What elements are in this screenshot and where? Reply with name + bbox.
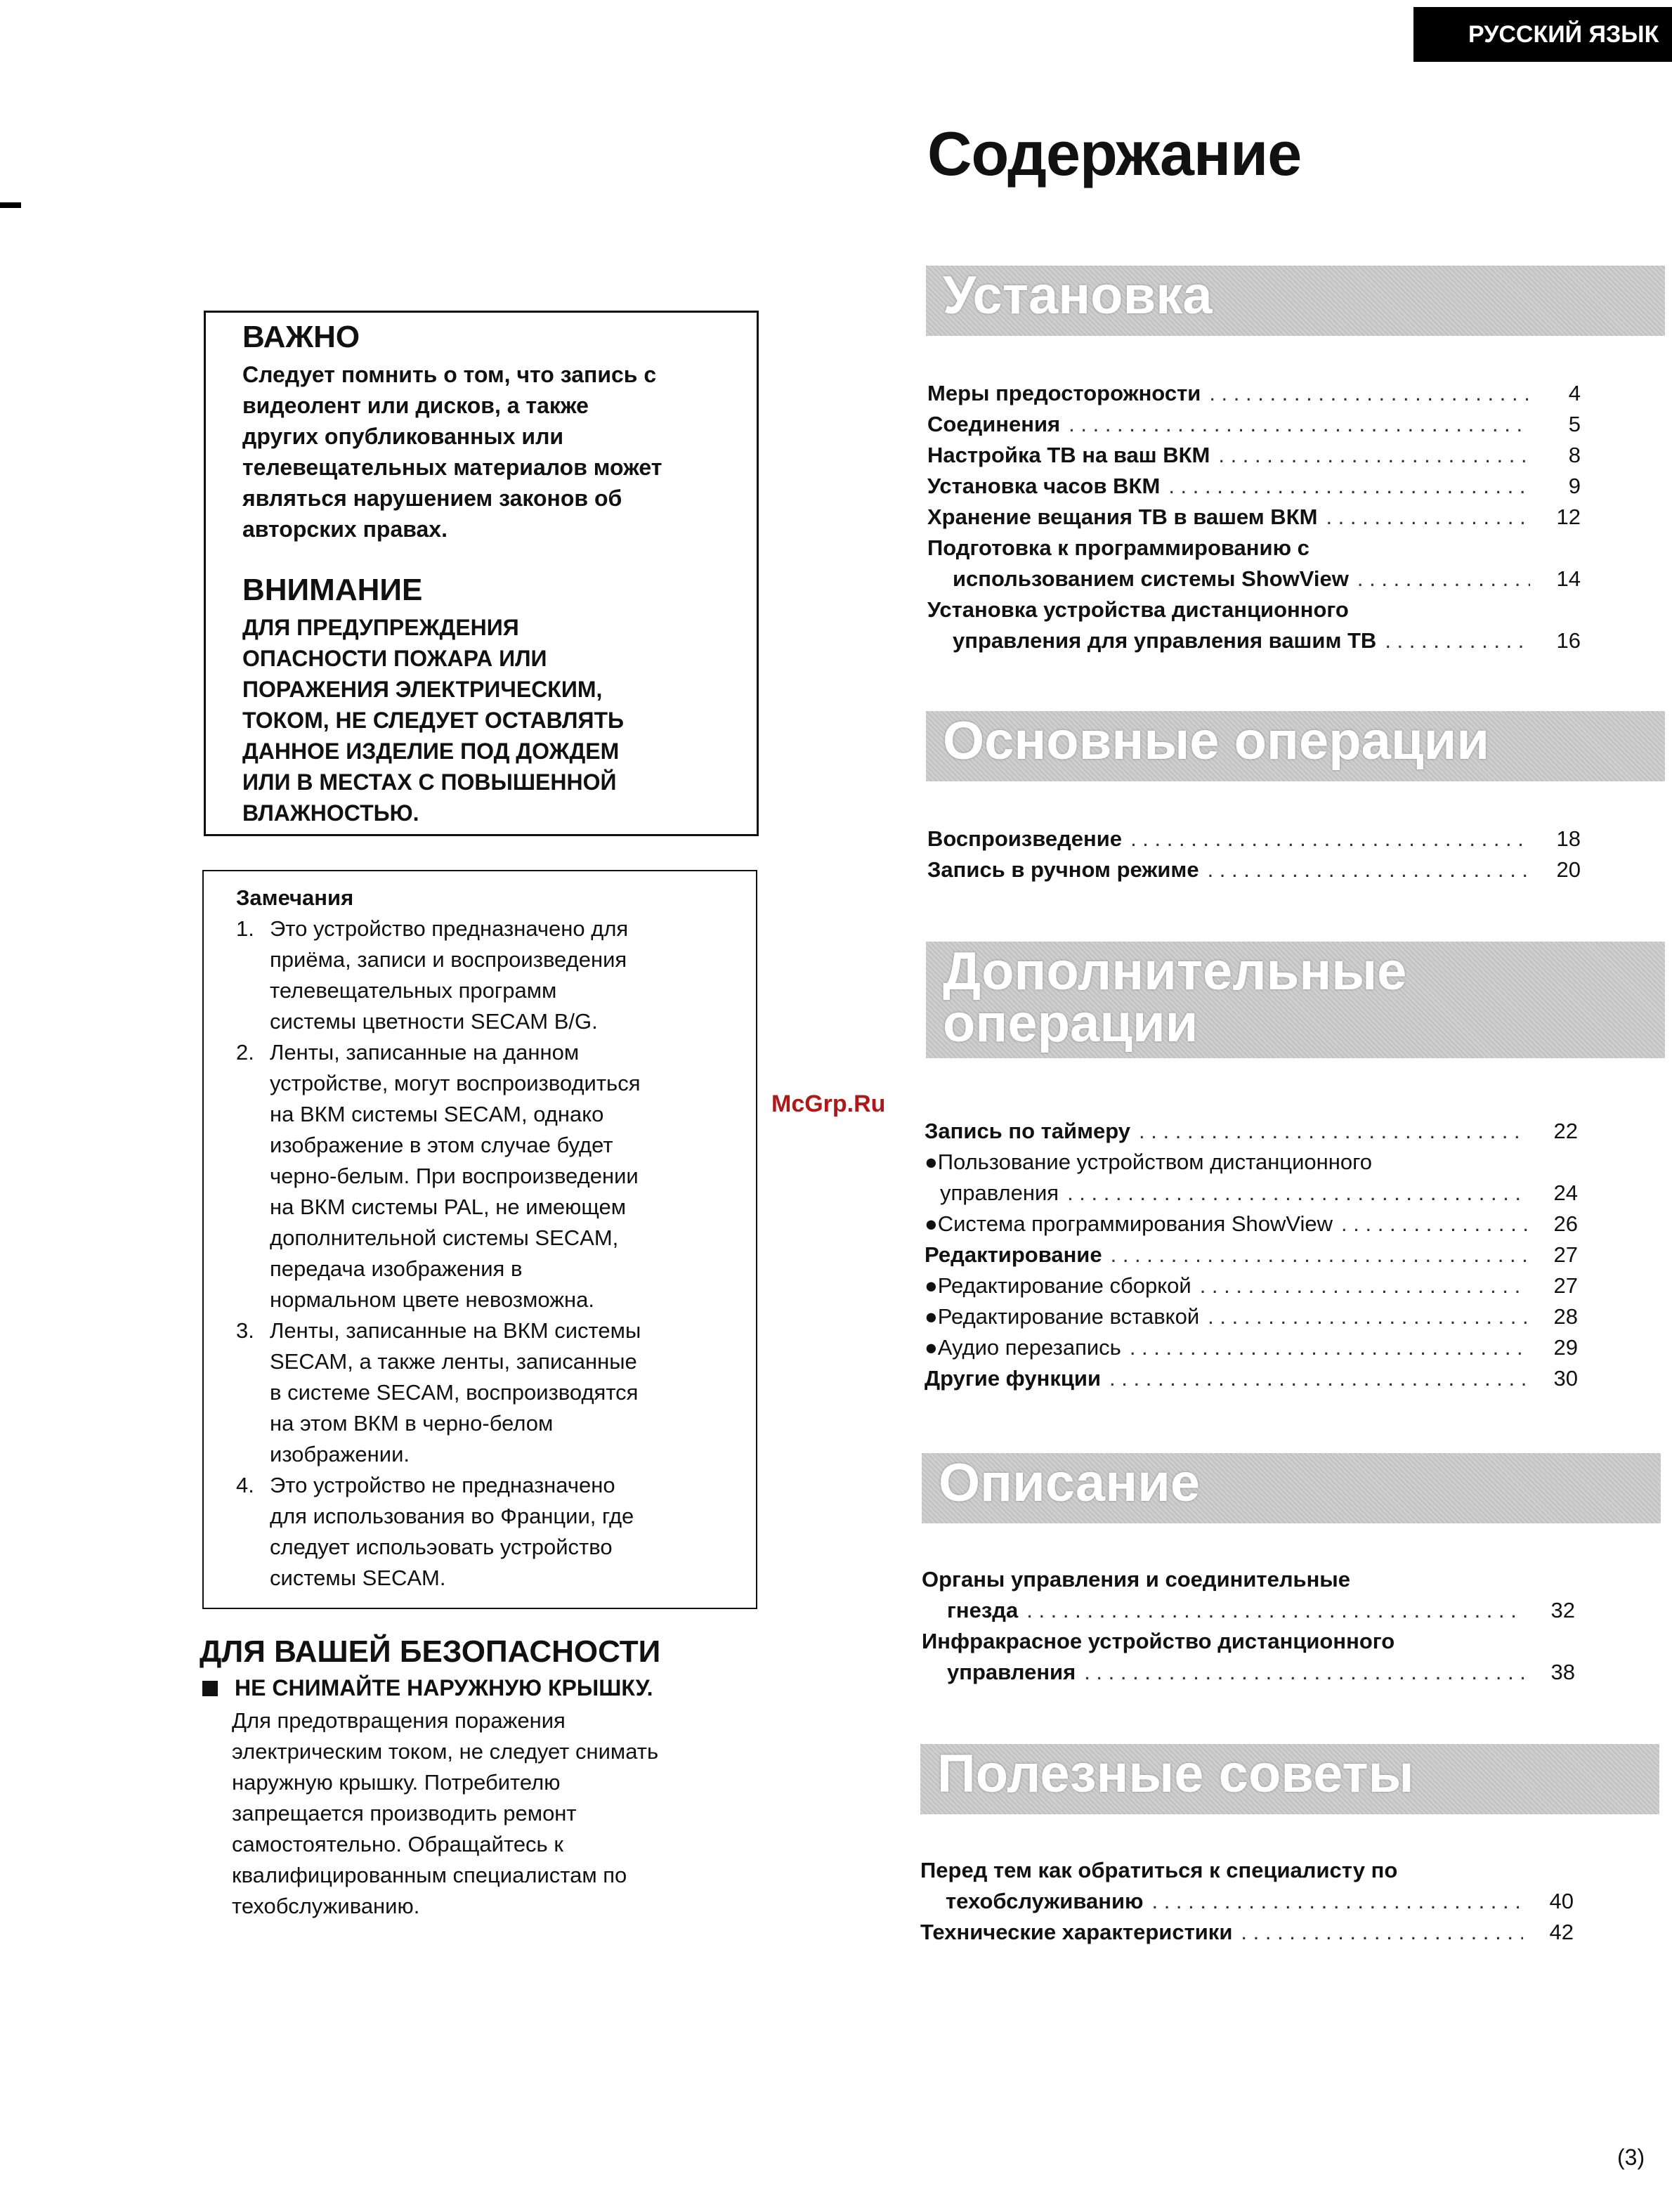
note-item: 4. Это устройство не предназначено для использования во Франции, где следует испольэовать устройство системы SECAM. <box>236 1473 634 1590</box>
toc-entry[interactable]: гнезда . . . 32 <box>922 1595 1575 1626</box>
important-text: Следует помнить о том, что запись с видеолент или дисков, а также других опубликованных или телевещательных материалов может являться нарушением законов об авторских правах. <box>242 362 662 542</box>
toc-entry[interactable]: использованием системы ShowView . . . 14 <box>927 564 1581 594</box>
toc-entry[interactable]: Воспроизведение . . . 18 <box>927 824 1581 854</box>
safety-subheading: НЕ СНИМАЙТЕ НАРУЖНУЮ КРЫШКУ. <box>200 1675 762 1701</box>
toc-entry[interactable]: Настройка ТВ на ваш ВКМ . . . 8 <box>927 440 1581 471</box>
section-banner-installation: Установка <box>926 266 1665 336</box>
toc-entry-label[interactable]: ●Пользование устройством дистанционного <box>925 1150 1372 1174</box>
notes-list <box>236 913 739 1594</box>
caution-heading: ВНИМАНИЕ <box>242 573 423 607</box>
page-title: Содержание <box>927 119 1302 188</box>
important-heading: ВАЖНО <box>242 320 360 354</box>
section-banner-basic-operations: Основные операции <box>926 711 1665 781</box>
note-item: 3. Ленты, записанные на ВКМ системы SECAM, а также ленты, записанные в системе SECAM, воспроизводятся на этом ВКМ в черно-белом изображении. <box>236 1318 641 1466</box>
section-banner-description: Описание <box>922 1453 1661 1523</box>
safety-text: Для предотвращения поражения электрическим током, не следует снимать наружную крышку. Потребителю запрещается производить ремонт самостоятельно. Обращайтесь к квалифицированным специалистам по техобслуживанию. <box>232 1708 659 1918</box>
toc-entry[interactable]: Редактирование . . . 27 <box>925 1240 1578 1270</box>
toc-entry[interactable]: Запись по таймеру . . . 22 <box>925 1116 1578 1147</box>
toc-entry[interactable]: Другие функции . . . 30 <box>925 1363 1578 1394</box>
toc-entry[interactable]: Хранение вещания ТВ в вашем ВКМ . . . 12 <box>927 502 1581 533</box>
toc-entry-label[interactable]: Перед тем как обратиться к специалисту по <box>920 1858 1398 1882</box>
toc-entry[interactable]: Запись в ручном режиме . . . 20 <box>927 854 1581 885</box>
notes-heading: Замечания <box>236 885 354 910</box>
toc-entry[interactable]: ●Аудио перезапись . . . 29 <box>925 1332 1578 1363</box>
note-item: 1. Это устройство предназначено для приёма, записи и воспроизведения телевещательных программ системы цветности SECAM B/G. <box>236 916 629 1034</box>
toc-entry[interactable]: Меры предосторожности . . . 4 <box>927 378 1581 409</box>
toc-entry-label[interactable]: Органы управления и соединительные <box>922 1567 1351 1592</box>
language-tab: РУССКИЙ ЯЗЫК <box>1413 7 1672 62</box>
notes-box <box>202 870 757 1609</box>
toc-entry-label[interactable]: Инфракрасное устройство дистанционного <box>922 1629 1395 1653</box>
toc-entry-label[interactable]: Подготовка к программированию с <box>927 535 1309 560</box>
safety-section <box>200 1634 762 1922</box>
page-number: (3) <box>1617 2145 1645 2170</box>
toc-entry[interactable]: управления для управления вашим ТВ . . . 16 <box>927 625 1581 656</box>
toc-entry[interactable]: управления . . . 24 <box>925 1178 1578 1209</box>
toc-entry[interactable]: Соединения . . . 5 <box>927 409 1581 440</box>
note-item: 2. Ленты, записанные на данном устройстве, могут воспроизводиться на ВКМ системы SECAM, однако изображение в этом случае будет черно-белым. При воспроизведении на ВКМ системы PAL, не имеющем дополнительной системы SECAM, передача изображения в нормальном цвете невозможна. <box>236 1040 641 1312</box>
square-bullet-icon <box>202 1681 218 1696</box>
toc-entry-label[interactable]: Установка устройства дистанционного <box>927 597 1349 622</box>
caution-text: ДЛЯ ПРЕДУПРЕЖДЕНИЯ ОПАСНОСТИ ПОЖАРА ИЛИ ПОРАЖЕНИЯ ЭЛЕКТРИЧЕСКИМ, ТОКОМ, НЕ СЛЕДУЕТ ОСТАВЛЯТЬ ДАННОЕ ИЗДЕЛИЕ ПОД ДОЖДЕМ ИЛИ В МЕСТАХ С ПОВЫШЕННОЙ ВЛАЖНОСТЬЮ. <box>242 615 624 826</box>
toc-entry[interactable]: техобслуживанию . . . 40 <box>920 1886 1574 1917</box>
toc-entry[interactable]: Технические характеристики . . . 42 <box>920 1917 1574 1948</box>
toc-entry[interactable]: управления . . . 38 <box>922 1657 1575 1688</box>
watermark: McGrp.Ru <box>771 1091 886 1117</box>
safety-heading: ДЛЯ ВАШЕЙ БЕЗОПАСНОСТИ <box>200 1634 661 1669</box>
toc-entry[interactable]: ●Редактирование вставкой . . . 28 <box>925 1301 1578 1332</box>
section-banner-additional-operations: Дополнительные операции <box>926 942 1665 1058</box>
edge-mark <box>0 202 21 208</box>
section-banner-useful-tips: Полезные советы <box>920 1744 1659 1814</box>
toc-entry[interactable]: ●Редактирование сборкой . . . 27 <box>925 1270 1578 1301</box>
toc-entry[interactable]: Установка часов ВКМ . . . 9 <box>927 471 1581 502</box>
toc-entry[interactable]: ●Система программирования ShowView . . . 26 <box>925 1209 1578 1240</box>
warning-box <box>204 311 759 836</box>
